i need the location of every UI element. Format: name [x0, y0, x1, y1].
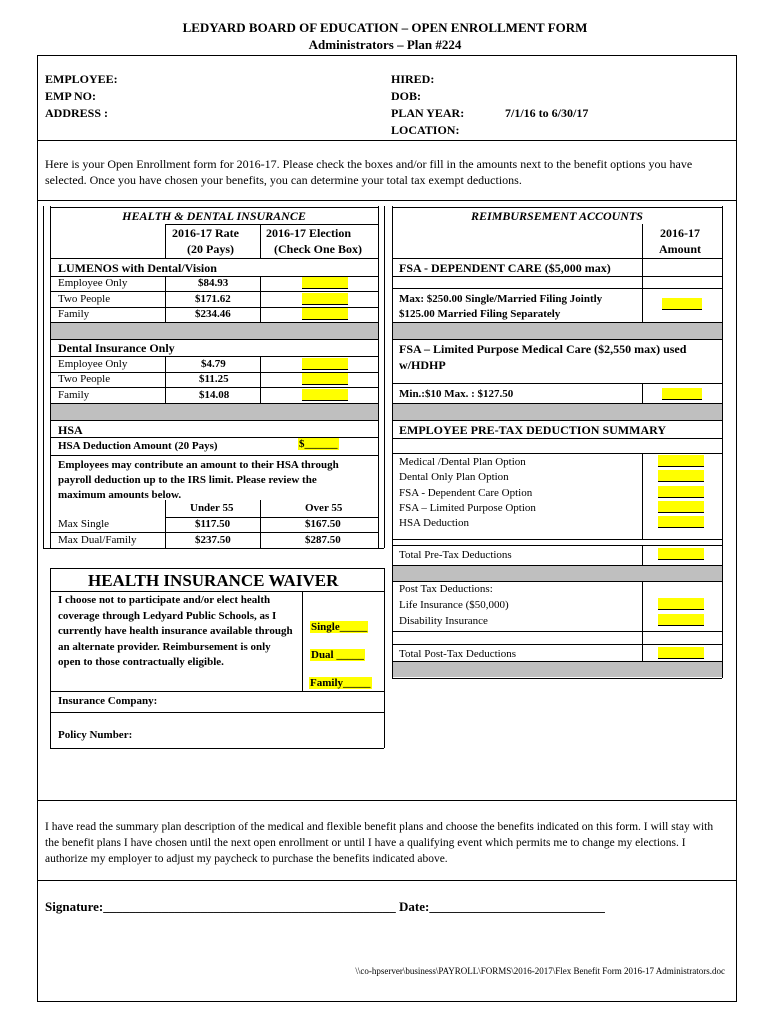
amount-header-2: Amount [659, 242, 702, 256]
dental-rate-employee: $4.79 [201, 358, 226, 370]
dental-title: Dental Insurance Only [58, 341, 175, 355]
gray-separator [393, 323, 722, 339]
lumenos-rate-two: $171.62 [195, 293, 231, 305]
hsa-dual-over: $287.50 [305, 534, 341, 546]
hsa-title: HSA [58, 423, 83, 437]
post-item-life: Life Insurance ($50,000) [399, 599, 509, 611]
location-label: LOCATION: [391, 123, 460, 137]
hsa-deduction-input[interactable]: $______ [299, 438, 338, 450]
lumenos-election-family[interactable] [302, 308, 348, 320]
summary-item-dental: Dental Only Plan Option [399, 471, 509, 483]
fsa-dep-text: Max: $250.00 Single/Married Filing Jointly $125.00 Married Filing Separately [399, 293, 603, 320]
dental-row-family: Family [58, 389, 90, 401]
summary-item-medical: Medical /Dental Plan Option [399, 456, 526, 468]
election-header-2: (Check One Box) [274, 242, 362, 256]
hsa-row-single: Max Single [58, 518, 110, 530]
statement-text: I have read the summary plan description of the medical and flexible benefit plans and choose the benefits indicated on this form. I will stay with the benefit plans I have chosen until the next open enrollment or until I have a qualifying event which permits me to change my elections. I authorize my employer to adjust my paycheck to purchase the benefits indicated above. [45, 821, 714, 865]
hsa-deduction-label: HSA Deduction Amount (20 Pays) [58, 440, 218, 452]
dob-label: DOB: [391, 89, 421, 103]
summary-amount-fsa-dep[interactable] [658, 486, 704, 498]
waiver-dual[interactable]: Dual _____ [311, 649, 364, 661]
dental-election-family[interactable] [302, 389, 348, 401]
fsa-dep-title: FSA - DEPENDENT CARE ($5,000 max) [399, 261, 611, 275]
fsa-lp-title: FSA – Limited Purpose Medical Care ($2,550 max) used w/HDHP [399, 342, 687, 372]
plan-year-label: PLAN YEAR: [391, 106, 465, 120]
insurance-company-label: Insurance Company: [58, 695, 158, 707]
emp-no-label: EMP NO: [45, 89, 96, 103]
total-pretax-amount[interactable] [658, 548, 704, 560]
hired-label: HIRED: [391, 72, 435, 86]
hsa-note: Employees may contribute an amount to their HSA through payroll deduction up to the IRS limit. Please review the maximum amounts below. [58, 459, 339, 501]
employee-label: EMPLOYEE: [45, 72, 118, 86]
election-header-1: 2016-17 Election [266, 226, 351, 240]
health-dental-title: HEALTH & DENTAL INSURANCE [122, 209, 306, 223]
lumenos-election-employee[interactable] [302, 277, 348, 289]
hsa-under55: Under 55 [190, 502, 234, 514]
waiver-family[interactable]: Family_____ [310, 677, 371, 689]
lumenos-row-two: Two People [58, 293, 111, 305]
gray-separator [51, 323, 378, 339]
lumenos-rate-family: $234.46 [195, 308, 231, 320]
gray-separator [51, 404, 378, 420]
waiver-title: HEALTH INSURANCE WAIVER [88, 571, 339, 590]
form-subtitle: Administrators – Plan #224 [308, 37, 462, 52]
total-pretax-label: Total Pre-Tax Deductions [399, 549, 512, 561]
summary-amount-hsa[interactable] [658, 516, 704, 528]
dental-row-two: Two People [58, 373, 111, 385]
post-tax-label: Post Tax Deductions: [399, 583, 493, 595]
plan-year-value: 7/1/16 to 6/30/17 [505, 106, 589, 120]
summary-title: EMPLOYEE PRE-TAX DEDUCTION SUMMARY [399, 423, 667, 437]
reimbursement-title: REIMBURSEMENT ACCOUNTS [471, 209, 643, 223]
fsa-lp-amount[interactable] [662, 388, 702, 400]
post-amount-disability[interactable] [658, 614, 704, 626]
hsa-dual-under: $237.50 [195, 534, 231, 546]
gray-separator [393, 404, 722, 420]
hsa-row-dual: Max Dual/Family [58, 534, 137, 546]
form-title: LEDYARD BOARD OF EDUCATION – OPEN ENROLLMENT FORM [182, 20, 588, 35]
dental-election-two[interactable] [302, 373, 348, 385]
dental-rate-two: $11.25 [199, 373, 229, 385]
signature-line[interactable]: _____________________________________________ [103, 899, 396, 914]
policy-number-label: Policy Number: [58, 729, 133, 741]
summary-item-hsa: HSA Deduction [399, 517, 469, 529]
hsa-over55: Over 55 [305, 502, 343, 514]
summary-amount-dental[interactable] [658, 470, 704, 482]
lumenos-row-family: Family [58, 308, 90, 320]
signature-label: Signature: [45, 899, 104, 914]
footer-path: \\co-hpserver\business\PAYROLL\FORMS\2016-2017\Flex Benefit Form 2016-17 Administrators.doc [355, 966, 725, 976]
waiver-text: I choose not to participate and/or elect health coverage through Ledyard Public Schools, as I currently have health insurance available through an alternate provider. Reimbursement is only open to those contractually eligible. [58, 594, 293, 668]
date-label: Date: [399, 899, 430, 914]
summary-amount-fsa-lp[interactable] [658, 501, 704, 513]
total-post-amount[interactable] [658, 647, 704, 659]
date-line[interactable]: ___________________________ [429, 899, 605, 914]
gray-separator [393, 662, 722, 677]
lumenos-title: LUMENOS with Dental/Vision [58, 261, 217, 275]
total-post-label: Total Post-Tax Deductions [399, 648, 516, 660]
waiver-single[interactable]: Single_____ [311, 621, 368, 633]
fsa-dep-amount[interactable] [662, 298, 702, 310]
dental-election-employee[interactable] [302, 358, 348, 370]
rate-header-2: (20 Pays) [187, 242, 234, 256]
amount-header-1: 2016-17 [660, 226, 700, 240]
hsa-single-over: $167.50 [305, 518, 341, 530]
gray-separator [393, 566, 722, 581]
summary-item-fsa-dep: FSA - Dependent Care Option [399, 487, 533, 499]
signature-row[interactable] [45, 899, 605, 915]
lumenos-row-employee: Employee Only [58, 277, 128, 289]
lumenos-rate-employee: $84.93 [198, 277, 229, 289]
address-label: ADDRESS : [45, 106, 109, 120]
intro-text: Here is your Open Enrollment form for 2016-17. Please check the boxes and/or fill in the amounts next to the benefit options you have selected. Once you have chosen your benefits, you can determine your total tax exempt deductions. [45, 157, 693, 187]
rate-header-1: 2016-17 Rate [172, 226, 239, 240]
summary-amount-medical[interactable] [658, 455, 704, 467]
dental-row-employee: Employee Only [58, 358, 128, 370]
fsa-lp-minmax: Min.:$10 Max. : $127.50 [399, 388, 514, 400]
dental-rate-family: $14.08 [199, 389, 230, 401]
lumenos-election-two[interactable] [302, 293, 348, 305]
hsa-single-under: $117.50 [195, 518, 231, 530]
summary-item-fsa-lp: FSA – Limited Purpose Option [399, 502, 536, 514]
post-amount-life[interactable] [658, 598, 704, 610]
post-item-disability: Disability Insurance [399, 615, 488, 627]
